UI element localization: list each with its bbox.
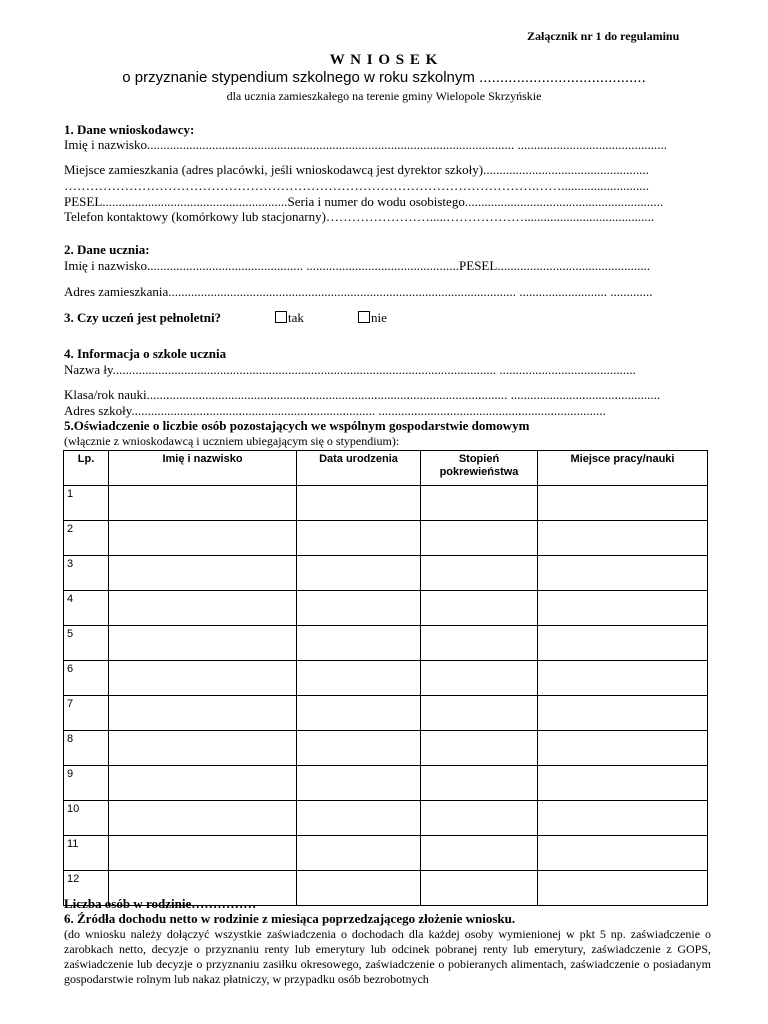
- table-cell[interactable]: [538, 661, 708, 696]
- form-subtitle-municipality: dla ucznia zamieszkałego na terenie gminy Wielopole Skrzyńskie: [226, 89, 542, 103]
- row-number: 9: [64, 766, 109, 801]
- table-cell[interactable]: [538, 871, 708, 906]
- table-cell[interactable]: [538, 626, 708, 661]
- table-cell[interactable]: [421, 696, 538, 731]
- header-birth-date: Data urodzenia: [297, 451, 421, 486]
- student-name-pesel-field[interactable]: Imię i nazwisko................................................ ...............................................PESEL...............................................: [64, 258, 651, 273]
- table-cell[interactable]: [109, 626, 297, 661]
- form-title: W N I O S E K: [329, 52, 439, 68]
- section-5-note: (włącznie z wnioskodawcą i uczniem ubiegającym się o stypendium):: [64, 434, 400, 448]
- family-count-field[interactable]: Liczba osób w rodzinie……………: [64, 896, 257, 911]
- section-1-heading: 1. Dane wnioskodawcy:: [64, 122, 195, 137]
- section-6-instructions: (do wniosku należy dołączyć wszystkie zaświadczenia o dochodach dla każdej osoby wymienionej w pkt 5 np. zaświadczenie o zarobkach netto, decyzje o przyznaniu renty lub emerytury lub odcinek pobranej renty lub emerytury, zaświadczenie z GOPS, zaświadczenie lub decyzje o przyznaniu zasiłku okresowego, zaświadczenie o pobieranych alimentach, zaświadczenie o posiadanym gospodarstwie rolnym lub nakaz płatniczy, w przypadku osób bezrobotnych: [64, 927, 711, 986]
- student-address-field[interactable]: Adres zamieszkania........................................................................................................... ........................... .............: [64, 284, 653, 299]
- row-number: 11: [64, 836, 109, 871]
- table-cell[interactable]: [297, 696, 421, 731]
- header-name: Imię i nazwisko: [109, 451, 297, 486]
- table-row: [64, 696, 708, 731]
- table-cell[interactable]: [109, 836, 297, 871]
- table-cell[interactable]: [109, 486, 297, 521]
- school-name-field[interactable]: Nazwa ły...................................................................................................................... ..........................................: [64, 362, 636, 377]
- row-number: 4: [64, 591, 109, 626]
- table-cell[interactable]: [421, 486, 538, 521]
- table-cell[interactable]: [421, 521, 538, 556]
- row-number: 5: [64, 626, 109, 661]
- adult-question: 3. Czy uczeń jest pełnoletni?: [64, 310, 222, 325]
- table-cell[interactable]: [297, 731, 421, 766]
- table-cell[interactable]: [421, 836, 538, 871]
- table-row: [64, 626, 708, 661]
- table-cell[interactable]: [109, 661, 297, 696]
- section-5-heading: 5.Oświadczenie o liczbie osób pozostających we wspólnym gospodarstwie domowym: [64, 418, 530, 433]
- table-cell[interactable]: [421, 661, 538, 696]
- table-cell[interactable]: [109, 696, 297, 731]
- applicant-phone-field[interactable]: Telefon kontaktowy (komórkowy lub stacjonarny)…………………….....………………........................................: [64, 209, 655, 224]
- checkbox-no[interactable]: [358, 311, 370, 323]
- row-number: 8: [64, 731, 109, 766]
- table-cell[interactable]: [297, 661, 421, 696]
- class-year-field[interactable]: Klasa/rok nauki............................................................................................................... ..............................................: [64, 387, 661, 402]
- adult-no-label: nie: [371, 310, 387, 325]
- table-cell[interactable]: [538, 766, 708, 801]
- table-cell[interactable]: [109, 731, 297, 766]
- table-cell[interactable]: [297, 556, 421, 591]
- table-cell[interactable]: [538, 696, 708, 731]
- table-cell[interactable]: [538, 591, 708, 626]
- row-number: 12: [64, 871, 109, 906]
- row-number: 6: [64, 661, 109, 696]
- table-cell[interactable]: [538, 731, 708, 766]
- table-cell[interactable]: [109, 766, 297, 801]
- header-relationship: Stopień pokrewieństwa: [421, 451, 538, 486]
- header-work-school: Miejsce pracy/nauki: [538, 451, 708, 486]
- applicant-address-continuation[interactable]: ……………………………………………………………………………………………….……...........................: [64, 178, 649, 193]
- table-row: [64, 836, 708, 871]
- table-row: [64, 486, 708, 521]
- table-row: [64, 801, 708, 836]
- row-number: 10: [64, 801, 109, 836]
- table-row: [64, 591, 708, 626]
- adult-yes-option[interactable]: [275, 310, 304, 326]
- row-number: 1: [64, 486, 109, 521]
- table-cell[interactable]: [538, 556, 708, 591]
- form-subtitle: o przyznanie stypendium szkolnego w roku szkolnym ........................................: [122, 69, 646, 86]
- table-cell[interactable]: [297, 521, 421, 556]
- applicant-pesel-id-field[interactable]: PESEL.........................................................Seria i numer do wodu osobistego.............................................................: [64, 194, 664, 209]
- school-address-field[interactable]: Adres szkoły........................................................................... ......................................................................: [64, 403, 606, 418]
- attachment-label: Załącznik nr 1 do regulaminu: [527, 29, 680, 43]
- row-number: 3: [64, 556, 109, 591]
- table-header-row: [64, 451, 708, 486]
- checkbox-yes[interactable]: [275, 311, 287, 323]
- table-cell[interactable]: [109, 801, 297, 836]
- section-6-heading: 6. Źródła dochodu netto w rodzinie z miesiąca poprzedzającego złożenie wniosku.: [64, 911, 516, 926]
- table-cell[interactable]: [421, 591, 538, 626]
- table-row: [64, 731, 708, 766]
- table-row: [64, 556, 708, 591]
- row-number: 2: [64, 521, 109, 556]
- table-cell[interactable]: [421, 766, 538, 801]
- table-cell[interactable]: [297, 836, 421, 871]
- table-cell[interactable]: [297, 591, 421, 626]
- table-cell[interactable]: [421, 871, 538, 906]
- table-cell[interactable]: [297, 486, 421, 521]
- table-row: [64, 661, 708, 696]
- header-lp: Lp.: [64, 451, 109, 486]
- adult-yes-label: tak: [288, 310, 304, 325]
- table-cell[interactable]: [421, 801, 538, 836]
- table-row: [64, 521, 708, 556]
- table-cell[interactable]: [538, 486, 708, 521]
- table-cell[interactable]: [109, 591, 297, 626]
- table-cell[interactable]: [538, 521, 708, 556]
- row-number: 7: [64, 696, 109, 731]
- table-cell[interactable]: [421, 556, 538, 591]
- table-cell[interactable]: [297, 766, 421, 801]
- table-cell[interactable]: [109, 556, 297, 591]
- applicant-address-field[interactable]: Miejsce zamieszkania (adres placówki, jeśli wnioskodawcą jest dyrektor szkoły)...................................................: [64, 162, 649, 177]
- table-cell[interactable]: [297, 871, 421, 906]
- table-cell[interactable]: [297, 801, 421, 836]
- section-4-heading: 4. Informacja o szkole ucznia: [64, 346, 227, 361]
- table-cell[interactable]: [297, 626, 421, 661]
- table-row: [64, 766, 708, 801]
- section-2-heading: 2. Dane ucznia:: [64, 242, 150, 257]
- table-cell[interactable]: [538, 801, 708, 836]
- table-cell[interactable]: [109, 521, 297, 556]
- table-cell[interactable]: [421, 731, 538, 766]
- household-table: [63, 450, 708, 906]
- table-cell[interactable]: [538, 836, 708, 871]
- adult-no-option[interactable]: [358, 310, 387, 326]
- table-cell[interactable]: [421, 626, 538, 661]
- applicant-name-field[interactable]: Imię i nazwisko................................................................................................................. ..............................................: [64, 137, 668, 152]
